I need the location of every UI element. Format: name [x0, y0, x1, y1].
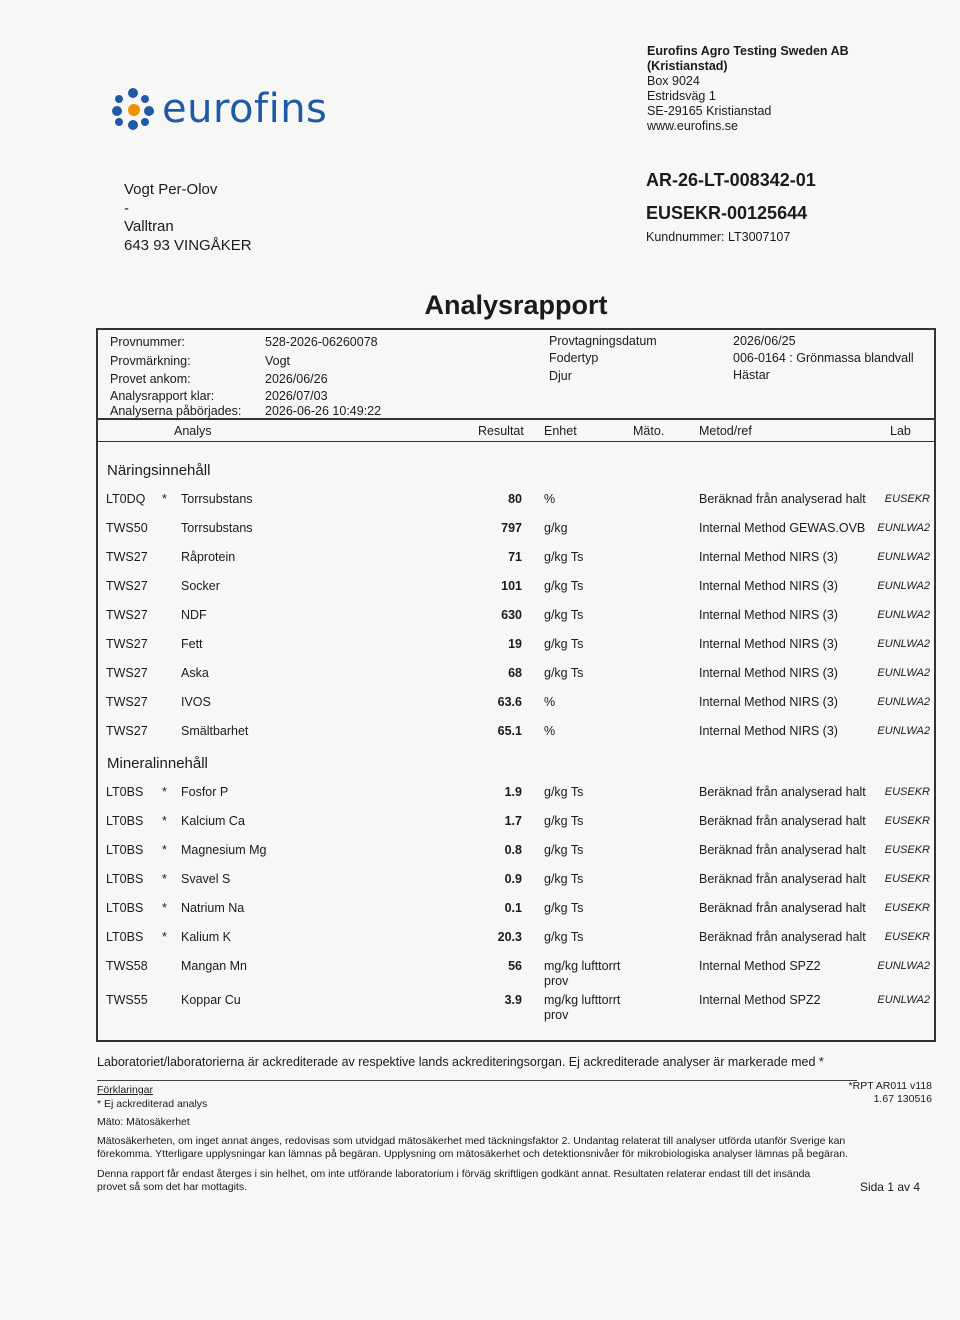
footer-divider: [97, 1080, 857, 1081]
result-value: 20.3: [497, 930, 522, 944]
analysis-name: Socker: [181, 579, 220, 593]
legend-title: Förklaringar: [97, 1084, 154, 1096]
analysis-code: LT0BS: [106, 814, 144, 828]
lab-code: EUSEKR: [884, 931, 930, 943]
info-value: 2026-06-26 10:49:22: [265, 404, 382, 418]
table-row: [98, 785, 934, 805]
rpt-code: *RPT AR011 v118: [848, 1080, 932, 1092]
lab-code: EUNLWA2: [877, 960, 930, 972]
table-row: [98, 993, 934, 1027]
method: Beräknad från analyserad halt: [699, 814, 866, 828]
info-value: Hästar: [733, 368, 770, 382]
unit: %: [544, 492, 556, 506]
analysis-code: TWS27: [106, 637, 148, 651]
method: Internal Method NIRS (3): [699, 579, 838, 593]
unit: g/kg Ts: [544, 608, 584, 622]
lab-code: EUSEKR: [884, 786, 930, 798]
method: Beräknad från analyserad halt: [699, 785, 866, 799]
info-label: Provtagningsdatum: [549, 334, 657, 348]
section-title: Näringsinnehåll: [107, 462, 211, 479]
result-value: 797: [501, 521, 522, 535]
info-label: Analysrapport klar:: [110, 389, 215, 403]
lab-code: EUNLWA2: [877, 638, 930, 650]
lab-code: EUSEKR: [884, 493, 930, 505]
result-value: 56: [508, 959, 522, 973]
analysis-name: Magnesium Mg: [181, 843, 267, 857]
analysis-code: TWS27: [106, 608, 148, 622]
result-value: 19: [508, 637, 522, 651]
info-label: Djur: [549, 369, 572, 383]
analysis-code: LT0BS: [106, 930, 144, 944]
report-template-version: [790, 1080, 932, 1106]
lab-reference: EUSEKR-00125644: [646, 203, 808, 223]
table-row: [98, 637, 934, 657]
method: Beräknad från analyserad halt: [699, 872, 866, 886]
result-value: 101: [501, 579, 522, 593]
result-value: 630: [501, 608, 522, 622]
method: Internal Method NIRS (3): [699, 608, 838, 622]
analysis-code: LT0BS: [106, 901, 144, 915]
method: Beräknad från analyserad halt: [699, 901, 866, 915]
analysis-name: Torrsubstans: [181, 492, 253, 506]
table-row: [98, 959, 934, 993]
info-value: 528-2026-06260078: [265, 335, 378, 349]
analysis-name: Råprotein: [181, 550, 236, 564]
lab-code: EUSEKR: [884, 902, 930, 914]
recipient-line: Valltran: [124, 218, 174, 235]
unit: g/kg Ts: [544, 872, 584, 886]
result-value: 68: [508, 666, 522, 680]
logo-text: eurofins: [162, 86, 328, 132]
rpt-version: 1.67 130516: [873, 1093, 932, 1105]
logo-dots-icon: [112, 88, 154, 130]
analysis-code: TWS50: [106, 521, 148, 535]
unit: g/kg Ts: [544, 930, 584, 944]
lab-code: EUNLWA2: [877, 994, 930, 1006]
analysis-code: LT0BS: [106, 843, 144, 857]
unit: g/kg Ts: [544, 550, 584, 564]
analysis-code: TWS27: [106, 695, 148, 709]
info-value: 2026/06/25: [733, 334, 796, 348]
info-label: Analyserna påbörjades:: [110, 404, 242, 418]
non-accredited-mark: *: [162, 930, 167, 944]
analysis-name: Fosfor P: [181, 785, 229, 799]
lab-code: EUNLWA2: [877, 551, 930, 563]
lab-name: Eurofins Agro Testing Sweden AB: [647, 44, 849, 58]
col-analys: Analys: [174, 424, 212, 438]
unit: g/kg Ts: [544, 579, 584, 593]
result-value: 1.9: [504, 785, 522, 799]
analysis-name: Smältbarhet: [181, 724, 249, 738]
result-value: 1.7: [504, 814, 522, 828]
method: Beräknad från analyserad halt: [699, 930, 866, 944]
info-value: Vogt: [265, 354, 291, 368]
lab-code: EUSEKR: [884, 815, 930, 827]
reproduction-note: Denna rapport får endast återges i sin helhet, om inte utförande laboratorium i förväg skriftligen godkänt annat. Resultaten relaterar endast till det insända provet så som det har mottagits.: [97, 1167, 811, 1193]
customer-number: Kundnummer: LT3007107: [646, 230, 791, 244]
method: Internal Method NIRS (3): [699, 724, 838, 738]
table-row: [98, 550, 934, 570]
result-value: 3.9: [504, 993, 522, 1007]
lab-address-line: Estridsväg 1: [647, 89, 716, 103]
footer-notes: [97, 1084, 897, 1195]
lab-code: EUNLWA2: [877, 667, 930, 679]
non-accredited-mark: *: [162, 814, 167, 828]
unit: g/kg Ts: [544, 901, 584, 915]
table-row: [98, 843, 934, 863]
analysis-name: NDF: [181, 608, 207, 622]
non-accredited-mark: *: [162, 872, 167, 886]
section-title: Mineralinnehåll: [107, 755, 208, 772]
result-value: 71: [508, 550, 522, 564]
lab-address-line: Box 9024: [647, 74, 700, 88]
table-row: [98, 930, 934, 950]
info-label: Fodertyp: [549, 351, 599, 365]
analysis-name: Kalium K: [181, 930, 232, 944]
unit: mg/kg lufttorrt: [544, 993, 621, 1007]
analysis-name: Mangan Mn: [181, 959, 248, 973]
lab-branch: (Kristianstad): [647, 59, 728, 73]
non-accredited-mark: *: [162, 492, 167, 506]
lab-address: [647, 44, 849, 134]
lab-address-line: SE-29165 Kristianstad: [647, 104, 772, 118]
analysis-name: Aska: [181, 666, 209, 680]
unit: g/kg Ts: [544, 814, 584, 828]
table-row: [98, 492, 934, 512]
unit: %: [544, 695, 556, 709]
table-row: [98, 608, 934, 628]
unit: mg/kg lufttorrt: [544, 959, 621, 973]
unit: g/kg Ts: [544, 785, 584, 799]
lab-code: EUNLWA2: [877, 696, 930, 708]
col-resultat: Resultat: [478, 424, 524, 438]
result-value: 0.1: [504, 901, 522, 915]
legend-star: * Ej ackrediterad analys: [97, 1097, 208, 1110]
non-accredited-mark: *: [162, 843, 167, 857]
legend-mato: Mäto: Mätosäkerhet: [97, 1116, 190, 1128]
analysis-code: TWS27: [106, 666, 148, 680]
analysis-name: Fett: [181, 637, 203, 651]
analysis-code: LT0BS: [106, 872, 144, 886]
column-header: [96, 420, 936, 442]
unit-continued: prov: [544, 1008, 569, 1022]
table-row: [98, 666, 934, 686]
unit-continued: prov: [544, 974, 569, 988]
method: Beräknad från analyserad halt: [699, 492, 866, 506]
table-row: [98, 814, 934, 834]
result-value: 80: [508, 492, 522, 506]
unit: g/kg Ts: [544, 666, 584, 680]
method: Internal Method NIRS (3): [699, 695, 838, 709]
table-row: [98, 901, 934, 921]
non-accredited-mark: *: [162, 785, 167, 799]
recipient-line: -: [124, 199, 129, 217]
unit: g/kg Ts: [544, 843, 584, 857]
analysis-code: TWS58: [106, 959, 148, 973]
report-ids: [646, 170, 816, 244]
analysis-name: Svavel S: [181, 872, 231, 886]
lab-code: EUNLWA2: [877, 522, 930, 534]
unit: g/kg: [544, 521, 568, 535]
lab-code: EUNLWA2: [877, 609, 930, 621]
unit: %: [544, 724, 556, 738]
table-row: [98, 579, 934, 599]
analysis-code: TWS27: [106, 550, 148, 564]
result-value: 63.6: [497, 695, 522, 709]
info-label: Provet ankom:: [110, 372, 191, 386]
recipient-address: [124, 181, 252, 255]
unit: g/kg Ts: [544, 637, 584, 651]
col-mato: Mäto.: [633, 424, 665, 438]
analysis-name: Torrsubstans: [181, 521, 253, 535]
analysis-code: TWS55: [106, 993, 148, 1007]
eurofins-logo: [112, 86, 327, 132]
method: Beräknad från analyserad halt: [699, 843, 866, 857]
analysis-name: IVOS: [181, 695, 211, 709]
info-value: 2026/07/03: [265, 389, 328, 403]
analysis-code: LT0BS: [106, 785, 144, 799]
col-metod: Metod/ref: [699, 424, 752, 438]
lab-code: EUSEKR: [884, 844, 930, 856]
recipient-line: 643 93 VINGÅKER: [124, 236, 252, 254]
lab-code: EUNLWA2: [877, 580, 930, 592]
result-value: 65.1: [497, 724, 522, 738]
method: Internal Method SPZ2: [699, 959, 821, 973]
col-enhet: Enhet: [544, 424, 577, 438]
method: Internal Method NIRS (3): [699, 550, 838, 564]
table-row: [98, 872, 934, 892]
method: Internal Method NIRS (3): [699, 637, 838, 651]
table-row: [98, 695, 934, 715]
table-row: [98, 521, 934, 541]
method: Internal Method NIRS (3): [699, 666, 838, 680]
lab-code: EUSEKR: [884, 873, 930, 885]
accreditation-note: Laboratoriet/laboratorierna är ackrediterade av respektive lands ackrediteringsorgan. Ej ackrediterade analyser är markerade med *: [97, 1055, 824, 1069]
info-value: 006-0164 : Grönmassa blandvall: [733, 351, 914, 365]
result-value: 0.8: [504, 843, 522, 857]
non-accredited-mark: *: [162, 901, 167, 915]
info-value: 2026/06/26: [265, 372, 328, 386]
result-value: 0.9: [504, 872, 522, 886]
analysis-code: TWS27: [106, 724, 148, 738]
lab-code: EUNLWA2: [877, 725, 930, 737]
method: Internal Method GEWAS.OVB: [699, 521, 866, 535]
report-number: AR-26-LT-008342-01: [646, 170, 816, 190]
method: Internal Method SPZ2: [699, 993, 821, 1007]
table-row: [98, 724, 934, 744]
info-label: Provnummer:: [110, 335, 186, 349]
analysis-code: TWS27: [106, 579, 148, 593]
info-label: Provmärkning:: [110, 354, 191, 368]
lab-website: www.eurofins.se: [647, 119, 739, 133]
analysis-name: Natrium Na: [181, 901, 245, 915]
analysis-name: Kalcium Ca: [181, 814, 245, 828]
report-title: Analysrapport: [424, 290, 608, 320]
recipient-line: Vogt Per-Olov: [124, 181, 218, 198]
analysis-name: Koppar Cu: [181, 993, 241, 1007]
uncertainty-note: Mätosäkerheten, om inget annat anges, redovisas som utvidgad mätosäkerhet med täckningsfaktor 2. Undantag relaterat till analyser utförda utanför Sverige kan förekomma. Ytterligare upplysningar kan lämnas på begäran. Upplysning om mätosäkerhet och detektionsnivåer för mikrobiologiska analyser lämnas på begäran.: [97, 1134, 848, 1160]
col-lab: Lab: [890, 424, 911, 438]
page-number: Sida 1 av 4: [859, 1180, 920, 1194]
analysis-code: LT0DQ: [106, 492, 146, 506]
